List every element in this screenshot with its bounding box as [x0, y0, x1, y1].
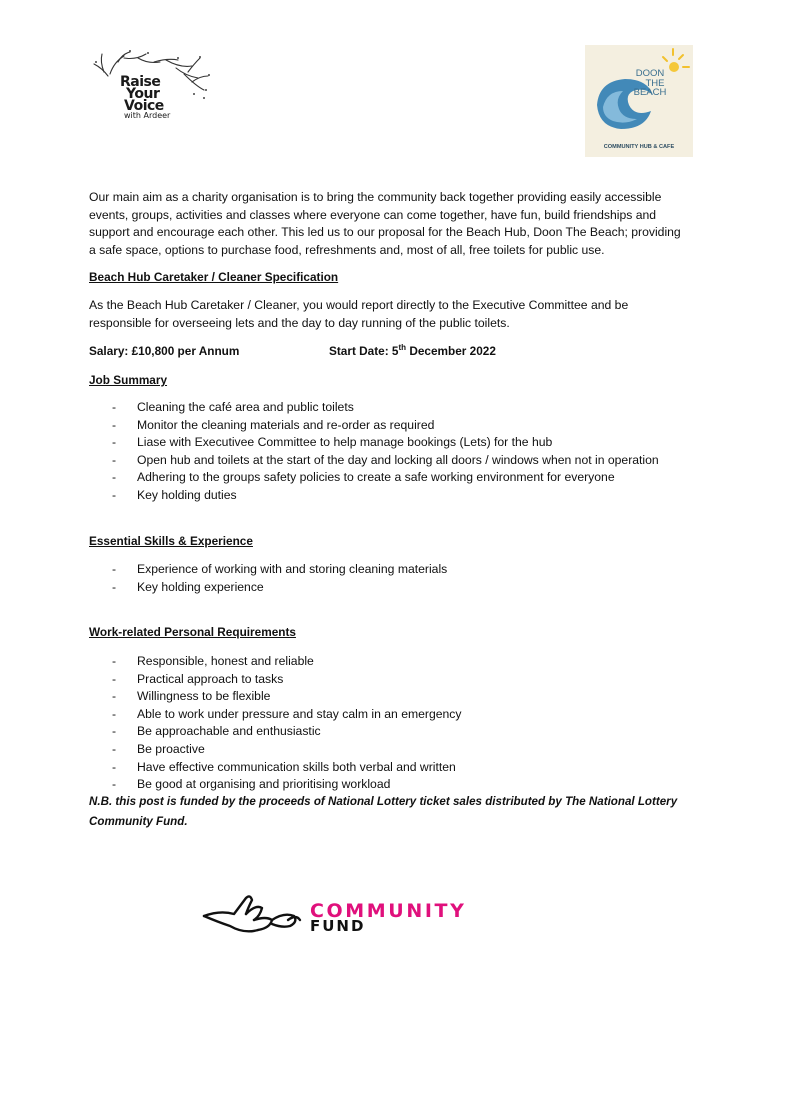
salary-text: Salary: £10,800 per Annum	[89, 344, 240, 358]
list-item: - Experience of working with and storing cleaning materials	[89, 561, 447, 579]
list-item: - Be good at organising and prioritising workload	[89, 776, 462, 794]
intro-line: a safe space, options to purchase food, refreshments and, most of all, free toilets for public use.	[89, 242, 605, 257]
personal-heading: Work-related Personal Requirements	[89, 625, 296, 639]
job-summary-list	[89, 399, 659, 505]
logo-sub: with Ardeer	[124, 111, 171, 120]
crossed-fingers-icon	[200, 890, 312, 938]
logo-word-voice: Voice	[124, 98, 164, 114]
wave-sun-icon	[585, 45, 693, 157]
list-item: - Adhering to the groups safety policies to create a safe working environment for everyone	[89, 469, 659, 487]
list-item: - Willingness to be flexible	[89, 688, 462, 706]
community-word: COMMUNITY	[310, 900, 467, 922]
personal-list	[89, 653, 462, 794]
funding-note-line: Community Fund.	[89, 815, 188, 828]
essential-list	[89, 561, 447, 596]
funding-note	[89, 792, 729, 832]
spec-line: As the Beach Hub Caretaker / Cleaner, you would report directly to the Executive Committee and be	[89, 298, 629, 312]
spec-line: responsible for overseeing lets and the day to day running of the public toilets.	[89, 315, 510, 330]
list-item: - Be proactive	[89, 741, 462, 759]
start-date-text	[329, 344, 496, 358]
intro-line: Our main aim as a charity organisation is to bring the community back together providing easily accessible	[89, 190, 662, 204]
list-item: - Cleaning the café area and public toilets	[89, 399, 659, 417]
logo-doon: DOON	[635, 68, 665, 79]
spec-paragraph	[89, 297, 709, 332]
list-item: - Practical approach to tasks	[89, 671, 462, 689]
list-item: - Monitor the cleaning materials and re-order as required	[89, 417, 659, 435]
start-date-suffix: December 2022	[406, 344, 496, 358]
list-item: - Key holding duties	[89, 487, 659, 505]
intro-line: events, groups, activities and classes where everyone can come together, have fun, build friendships and	[89, 207, 657, 222]
list-item: - Key holding experience	[89, 579, 447, 597]
intro-paragraph	[89, 189, 709, 259]
logo-the: THE	[645, 77, 665, 89]
list-item: - Liase with Executivee Committee to help manage bookings (Lets) for the hub	[89, 434, 659, 452]
list-item: - Responsible, honest and reliable	[89, 653, 462, 671]
logo-word-your: Your	[126, 86, 160, 102]
raise-your-voice-logo	[88, 46, 213, 126]
funding-note-line: N.B. this post is funded by the proceeds of National Lottery ticket sales distributed by The National Lottery	[89, 795, 678, 808]
logo-tagline: COMMUNITY HUB & CAFE	[603, 144, 675, 150]
list-item: - Be approachable and enthusiastic	[89, 723, 462, 741]
job-summary-heading: Job Summary	[89, 373, 168, 387]
intro-line: support and encourage each other. This led us to our proposal for the Beach Hub, Doon The Beach; providing	[89, 225, 681, 240]
list-item: - Able to work under pressure and stay calm in an emergency	[89, 706, 462, 724]
start-date-prefix: Start Date: 5	[329, 344, 399, 358]
logo-word-raise: Raise	[120, 74, 161, 90]
start-date-ordinal: th	[398, 343, 407, 353]
doon-the-beach-logo	[585, 45, 693, 157]
logo-beach: BEACH	[633, 87, 667, 98]
spec-heading: Beach Hub Caretaker / Cleaner Specification	[89, 270, 339, 284]
fund-word: FUND	[310, 917, 366, 935]
list-item: - Have effective communication skills both verbal and written	[89, 759, 462, 777]
list-item: - Open hub and toilets at the start of the day and locking all doors / windows when not in operation	[89, 452, 659, 470]
essential-heading: Essential Skills & Experience	[89, 534, 253, 548]
community-fund-logo	[200, 890, 580, 938]
